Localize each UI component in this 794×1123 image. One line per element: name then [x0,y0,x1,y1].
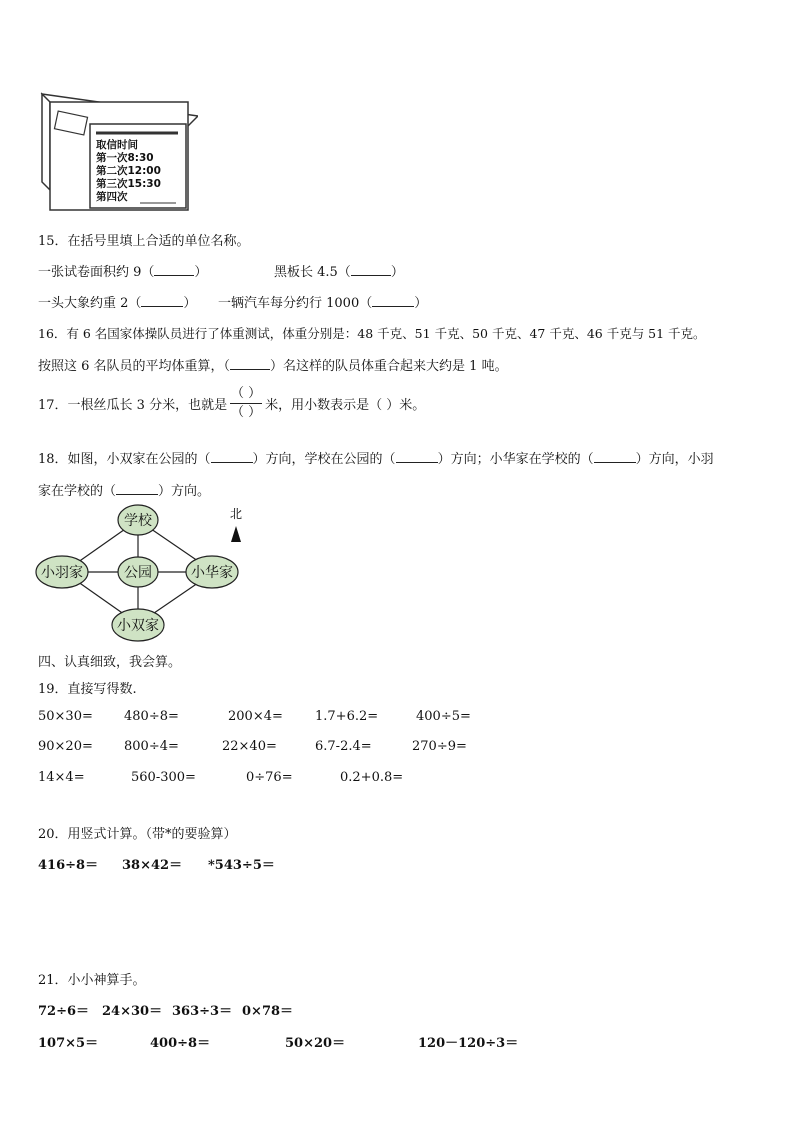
q19-item: 90×20= [38,739,93,754]
mailbox-row: 第一次8:30 [96,152,154,164]
direction-map [34,502,254,644]
xiaoyu-label: 小羽家 [41,565,83,581]
answer-blank[interactable] [154,275,194,276]
q19-item: 22×40= [222,739,277,754]
q21-item: 24×30＝ [102,1004,163,1019]
q18-line2: 家在学校的（ ）方向。 [38,484,211,499]
q21-item: 50×20＝ [285,1036,346,1051]
answer-blank[interactable] [396,462,438,463]
q16-line2: 按照这 6 名队员的平均体重算，（ ）名这样的队员体重合起来大约是 1 吨。 [38,359,508,374]
q21-item: 400÷8＝ [150,1036,211,1051]
answer-blank[interactable] [372,306,414,307]
xiaohua-label: 小华家 [191,565,233,581]
q19-item: 400÷5= [416,709,471,724]
q19-item: 0.2+0.8= [340,770,404,785]
q18-line1: 18．如图，小双家在公园的（ ）方向，学校在公园的（ ）方向；小华家在学校的（ ）方向，小羽 [38,452,714,467]
q21-item: 107×5＝ [38,1036,99,1051]
mailbox-row: 第三次15:30 [96,178,161,190]
mailbox-row: 第四次 [96,191,128,203]
north-label: 北 [229,507,243,521]
q19-item: 270÷9= [412,739,467,754]
fraction[interactable]: $\frac{( )}{( )}$ [231,386,262,420]
park-label: 公园 [124,565,152,581]
q15-stem: 15．在括号里填上合适的单位名称。 [38,234,250,249]
school-label: 学校 [124,513,152,529]
mailbox-schedule [96,139,161,204]
q20-item: *543÷5＝ [208,858,275,873]
q19-item: 480÷8= [124,709,179,724]
answer-blank[interactable] [594,462,636,463]
q19-item: 14×4= [38,770,85,785]
mailbox-title: 取信时间 [96,139,138,151]
answer-blank[interactable] [230,369,270,370]
q15-item-3: 一头大象约重 2（ ） [38,296,197,311]
q20-item: 38×42＝ [122,858,183,873]
mailbox-row: 第二次12:00 [96,165,161,177]
q16-line1: 16．有 6 名国家体操队员进行了体重测试，体重分别是：48 千克、51 千克、50 千克、47 千克、46 千克与 51 千克。 [38,326,706,341]
answer-blank[interactable] [141,306,183,307]
q21-item: 72÷6＝ [38,1004,90,1019]
answer-blank[interactable] [351,275,391,276]
section-4-heading: 四、认真细致，我会算。 [38,655,182,670]
q21-item: 363÷3＝ [172,1004,233,1019]
q19-stem: 19．直接写得数. [38,682,137,697]
north-arrow-icon [231,526,241,542]
q20-item: 416÷8＝ [38,858,99,873]
q19-item: 800÷4= [124,739,179,754]
answer-blank[interactable] [116,494,158,495]
answer-blank[interactable] [211,462,253,463]
q21-stem: 21．小小神算手。 [38,973,146,988]
q17: 17．一根丝瓜长 3 分米，也就是 $\frac{( )}{( )}$ 米，用小数表示是（ ）米。 [38,386,426,420]
q15-item-1: 一张试卷面积约 9（ ） [38,265,208,280]
q21-item: 120－120÷3＝ [418,1036,519,1051]
q19-item: 6.7-2.4= [315,739,372,754]
q19-item: 1.7+6.2= [315,709,379,724]
q19-item: 200×4= [228,709,283,724]
q19-item: 560-300= [131,770,196,785]
q19-item: 0÷76= [246,770,293,785]
q19-item: 50×30= [38,709,93,724]
q15-item-4: 一辆汽车每分约行 1000（ ） [218,296,428,311]
xiaoshuang-label: 小双家 [117,618,159,634]
q21-item: 0×78＝ [242,1004,294,1019]
q20-stem: 20．用竖式计算。（带*的要验算） [38,827,237,842]
q15-item-2: 黑板长 4.5（ ） [274,265,404,280]
